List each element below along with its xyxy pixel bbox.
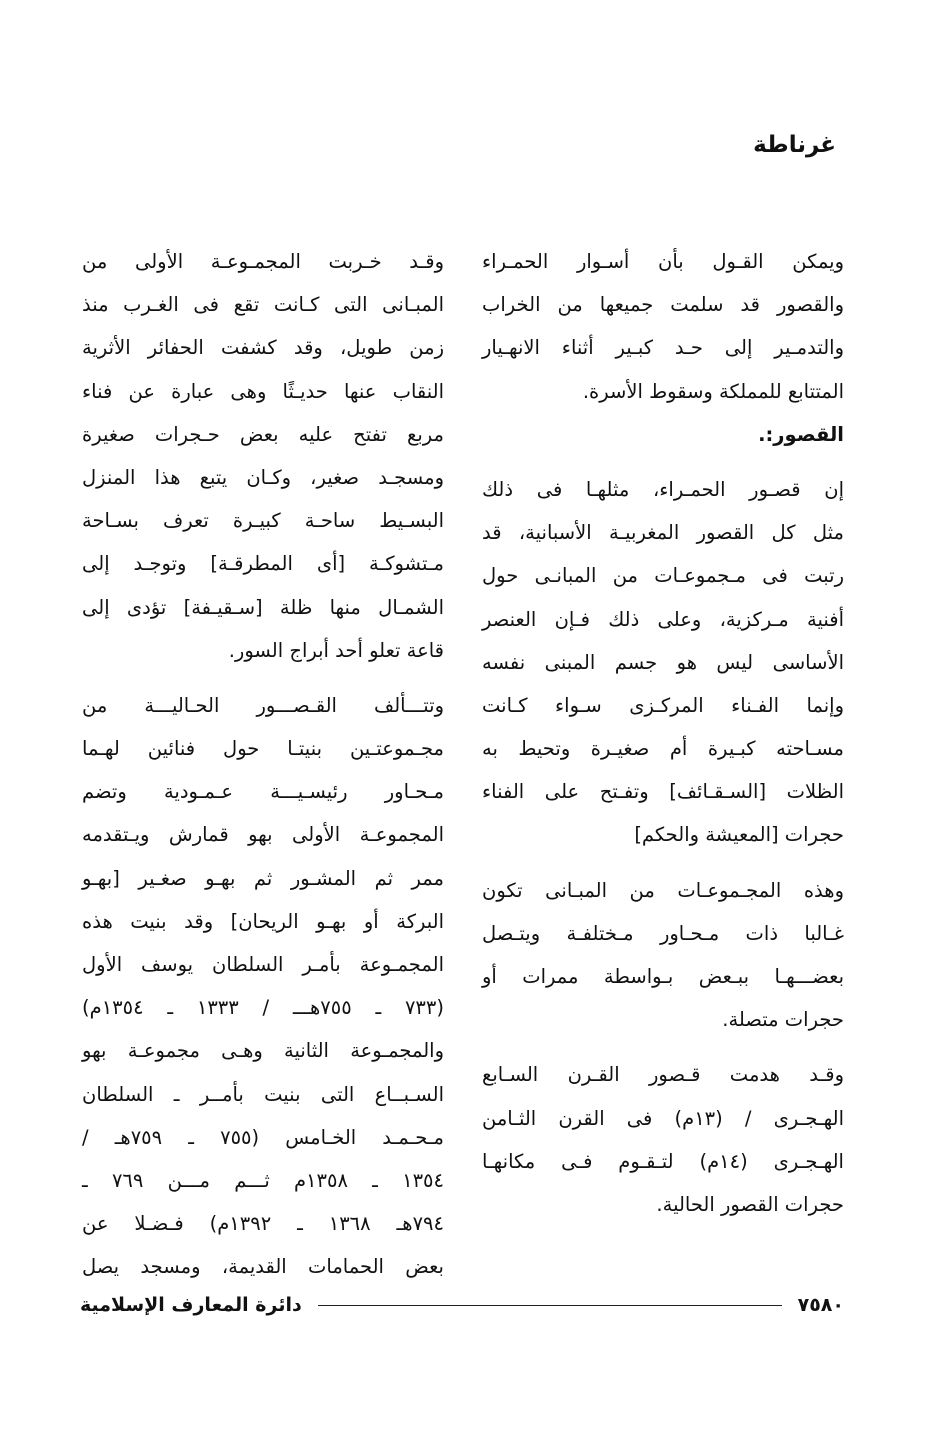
right-column	[482, 240, 844, 1226]
text-line: حجرات متصلة.	[722, 1008, 844, 1032]
text-line: والمجمـوعة الثانية وهـى مجموعـة بهو	[82, 1039, 444, 1063]
text-line: البسـيط ساحـة كبيـرة تعرف بسـاحة	[82, 509, 444, 533]
text-line: وقـد هدمت قـصور القـرن السـابع	[482, 1063, 844, 1087]
text-line: المتتابع للمملكة وسقوط الأسرة.	[582, 379, 844, 403]
text-line: رتبت فى مـجموعـات من المبانـى حول	[482, 564, 844, 588]
text-line: مجـموعتـين بنيتـا حول فنائين لهـما	[82, 737, 444, 761]
text-line: إن قصـور الحمـراء، مثلهـا فى ذلك	[482, 477, 844, 501]
text-line: مسـاحته كبـيرة أم صغيـرة وتحيط به	[482, 737, 844, 761]
book-title: دائرة المعارف الإسلامية	[80, 1294, 302, 1316]
text-line: مـحـاور رئيسـيـــة عـمـودية وتضم	[82, 780, 444, 804]
text-line: مـحـمـد الخـامس (٧٥٥ ـ ٧٥٩هـ /	[82, 1125, 444, 1149]
section-heading: القصور:.	[758, 422, 844, 446]
text-line: والقصور قد سلمت جميعها من الخراب	[482, 293, 844, 317]
left-column	[82, 240, 444, 1289]
text-line: الأساسى ليس هو جسم المبنى نفسه	[482, 650, 844, 674]
text-line: بعضـــهـا ببـعض بـواسطة ممرات أو	[482, 965, 844, 988]
text-line: حجرات [المعيشة والحكم]	[634, 823, 844, 847]
paragraph	[82, 684, 444, 1289]
text-line: ومسجـد صغير، وكـان يتبع هذا المنزل	[82, 465, 444, 489]
text-line: ٧٩٤هـ ١٣٦٨ ـ ١٣٩٢م) فـضـلا عن	[82, 1212, 444, 1236]
paragraph	[82, 240, 444, 672]
text-line: السـبــاع التى بنيت بأمــر ـ السلطان	[82, 1082, 444, 1106]
text-line: حجرات القصور الحالية.	[656, 1192, 844, 1216]
text-line: مربع تفتح عليه بعض حـجرات صغيرة	[82, 422, 444, 446]
text-line: قاعة تعلو أحد أبراج السور.	[228, 638, 444, 662]
text-line: أفنية مـركزية، وعلى ذلك فـإن العنصر	[482, 607, 844, 631]
text-line: والتدمـير إلى حـد كبـير أثناء الانهـيار	[482, 336, 844, 360]
text-line: ويمكن القـول بأن أسـوار الحمـراء	[482, 250, 844, 273]
text-line: مثل كل القصور المغربيـة الأسبانية، قد	[482, 521, 844, 545]
paragraph	[482, 1053, 844, 1226]
text-line: مـتشوكـة [أى المطرقـة] وتوجـد إلى	[82, 552, 444, 576]
text-line: غـالبا ذات مـحـاور مـختلفـة ويتـصل	[482, 921, 844, 945]
text-line: وهذه المجـموعـات من المبـانى تكون	[482, 878, 844, 902]
text-line: النقاب عنها حديـثًا وهى عبارة عن فناء	[82, 379, 444, 403]
text-line: الشمـال منها ظلة [سـقيـفة] تؤدى إلى	[82, 595, 444, 619]
text-line: الهـجـرى / (١٣م) فى القرن الثـامن	[482, 1106, 844, 1130]
text-line: بعض الحمامات القديمة، ومسجد يصل	[82, 1255, 444, 1279]
paragraph	[482, 869, 844, 1042]
text-line: المجموعـة الأولى بهو قمارش ويـتقدمه	[82, 823, 444, 847]
text-line: وإنما الفـناء المركـزى سـواء كـانت	[482, 693, 844, 717]
page-number: ٧٥٨٠	[797, 1294, 844, 1316]
text-line: الهـجـرى (١٤م) لتـقـوم فـى مكانهـا	[482, 1149, 844, 1173]
paragraph	[482, 240, 844, 413]
text-line: زمن طويل، وقد كشفت الحفائر الأثرية	[82, 336, 444, 360]
paragraph	[482, 468, 844, 857]
text-line: الظلات [السـقـائف] وتفـتح على الفناء	[482, 780, 844, 804]
text-line: ممر ثم المشـور ثم بهـو صغـير [بهـو	[82, 866, 444, 890]
text-line: المجمـوعة بأمـر السلطان يوسف الأول	[82, 953, 444, 976]
page-footer	[80, 1290, 844, 1320]
footer-rule	[318, 1305, 782, 1306]
text-line: وتتـــألف القـصـــور الحـاليـــة من	[82, 693, 444, 717]
text-line: المبـانى التى كـانت تقع فى الغـرب منذ	[82, 293, 444, 317]
running-header: غرناطة	[753, 132, 836, 158]
text-line: وقـد خـربت المجمـوعـة الأولى من	[82, 250, 444, 273]
text-line: البركة أو بهـو الريحان] وقد بنيت هذه	[82, 909, 444, 933]
text-line: (٧٣٣ ـ ٧٥٥هـــ / ١٣٣٣ ـ ١٣٥٤م)	[82, 996, 444, 1020]
text-line: ١٣٥٤ ـ ١٣٥٨م ثـــم مـــن ٧٦٩ ـ	[82, 1168, 444, 1192]
